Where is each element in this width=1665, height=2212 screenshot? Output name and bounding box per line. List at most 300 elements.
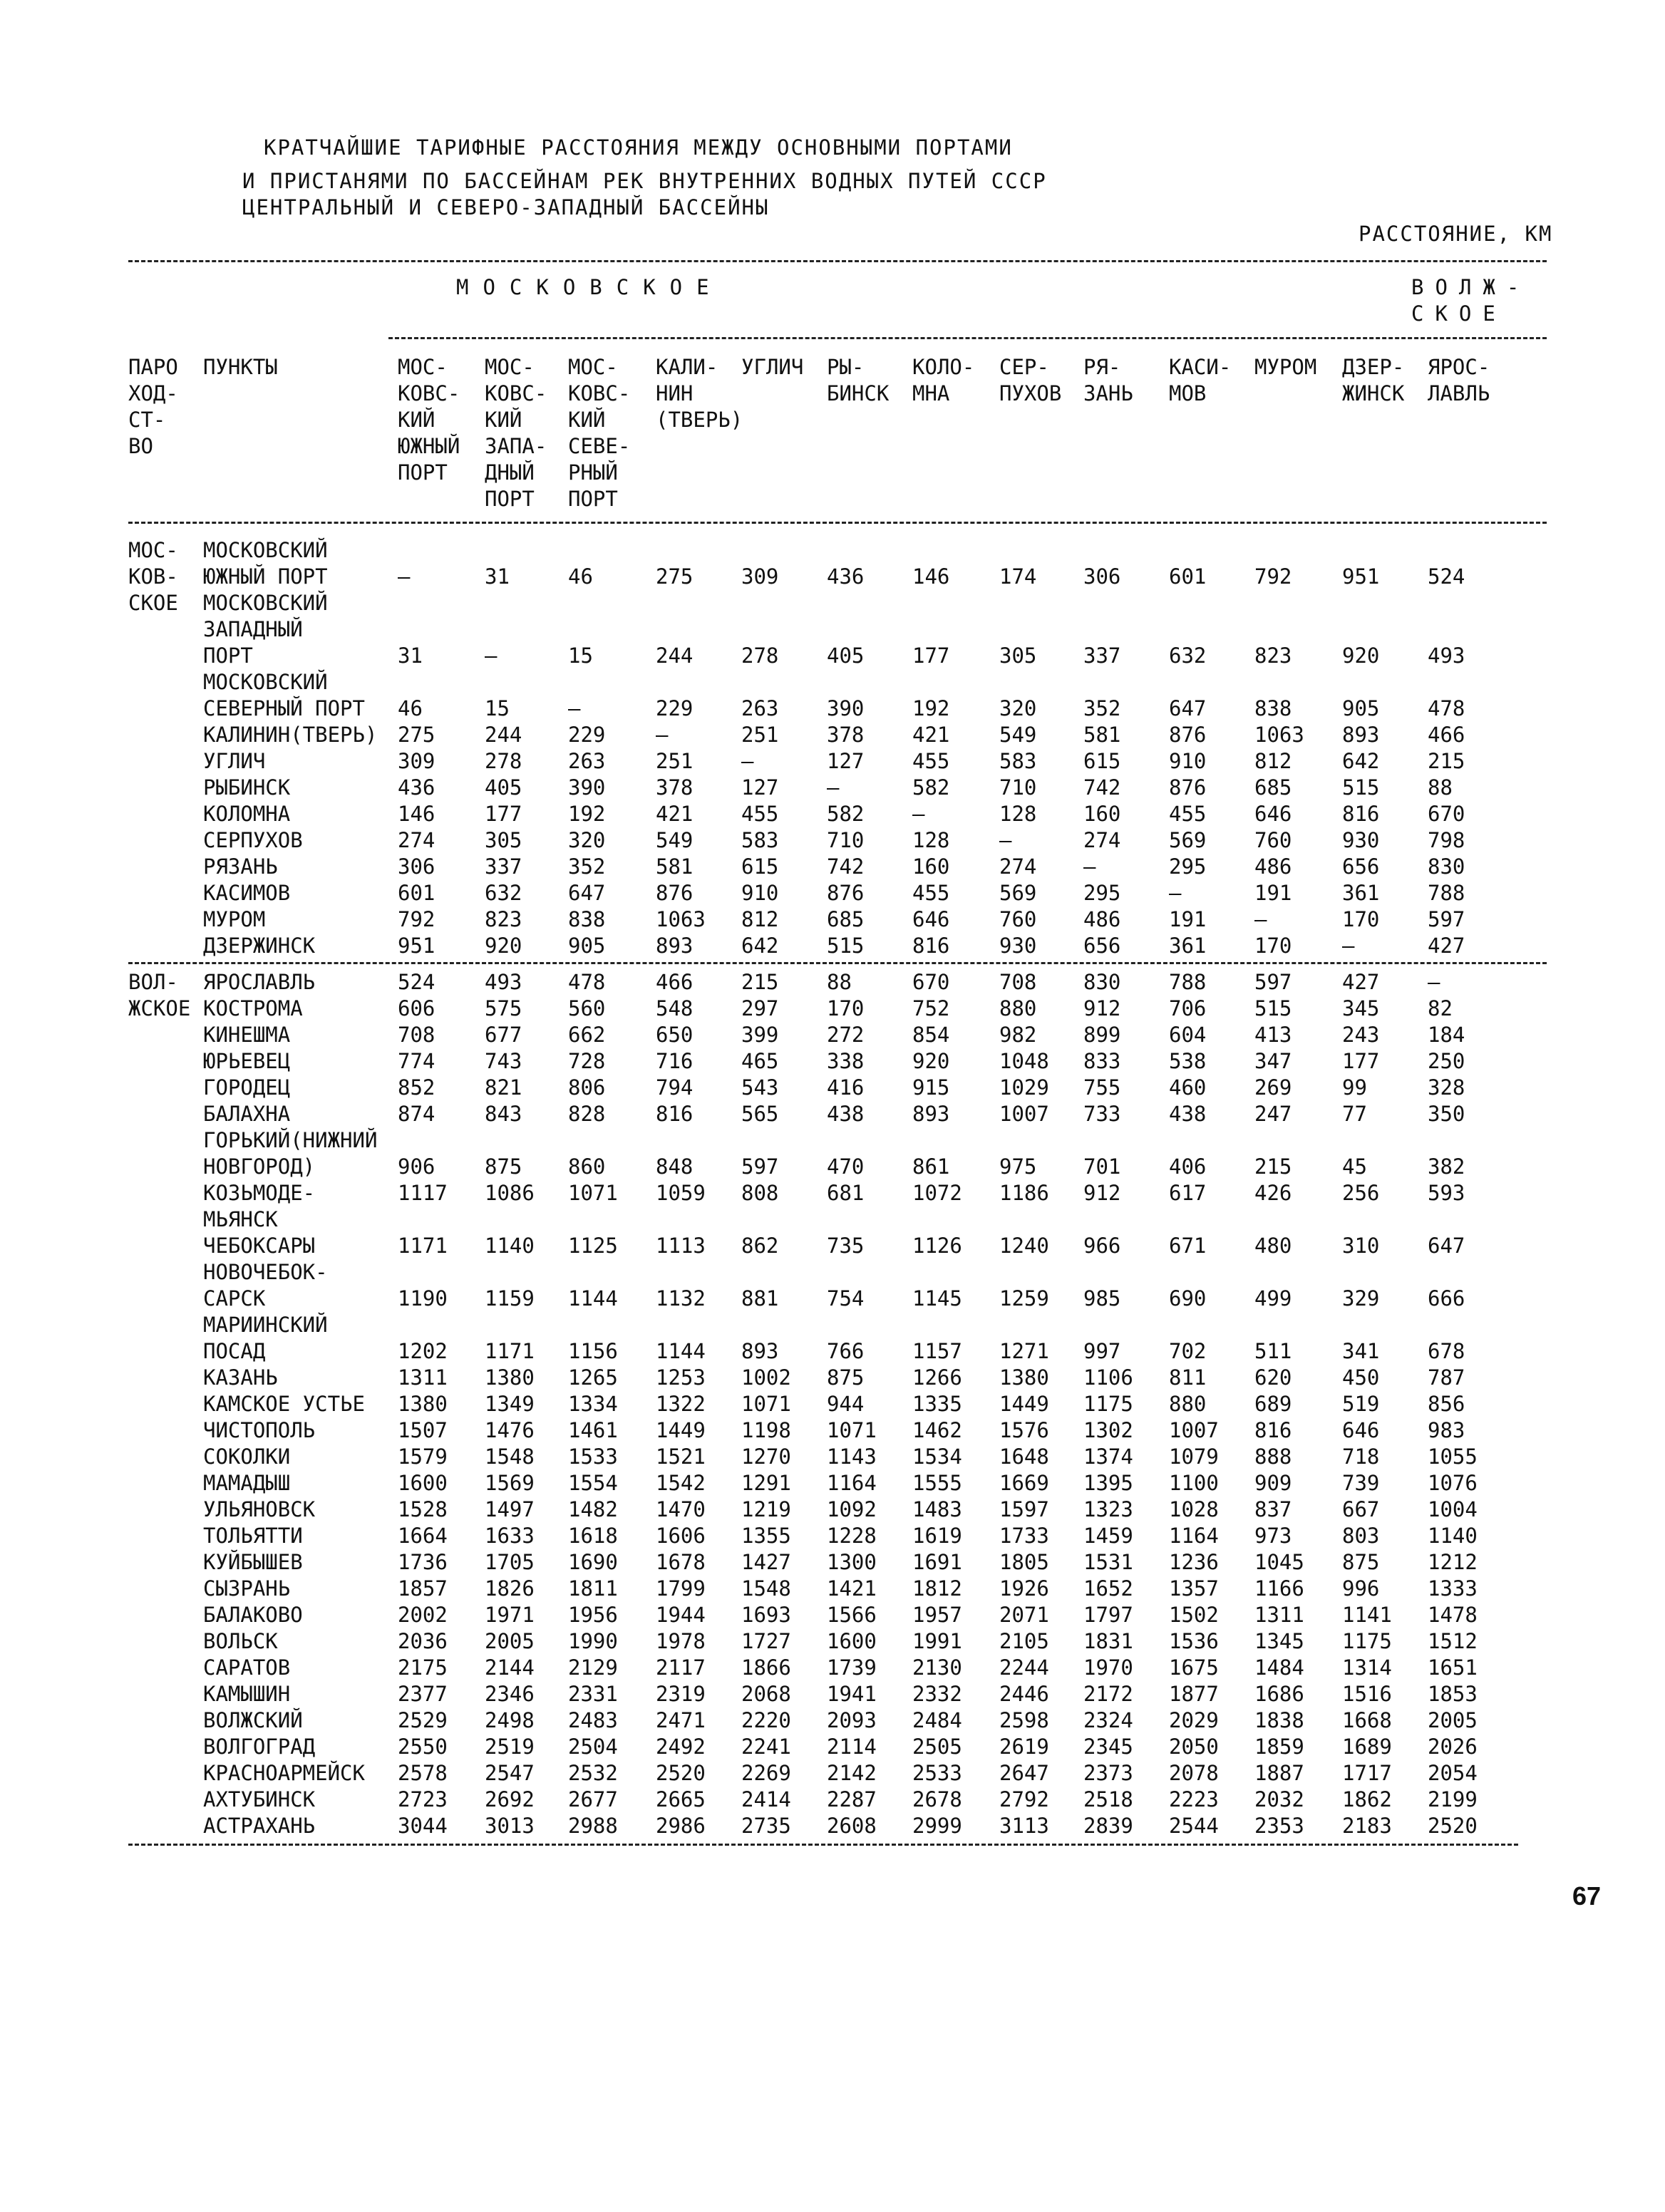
distance-cell: 1736 xyxy=(398,1550,448,1574)
distance-cell: 739 xyxy=(1342,1471,1380,1495)
distance-cell: 215 xyxy=(741,970,779,994)
distance-cell: 2029 xyxy=(1169,1708,1219,1732)
distance-cell: 689 xyxy=(1254,1392,1292,1416)
distance-cell: 320 xyxy=(999,696,1037,720)
distance-cell: 816 xyxy=(1342,802,1380,826)
distance-cell: 1555 xyxy=(912,1471,962,1495)
distance-cell: 670 xyxy=(912,970,950,994)
distance-cell: 361 xyxy=(1169,934,1207,958)
distance-cell: 244 xyxy=(485,723,522,747)
distance-cell: 860 xyxy=(568,1154,606,1179)
distance-cell: 274 xyxy=(999,854,1037,879)
distance-cell: 128 xyxy=(912,828,950,852)
distance-cell: 983 xyxy=(1428,1418,1465,1442)
distance-cell: 480 xyxy=(1254,1234,1292,1258)
distance-cell: 390 xyxy=(827,696,865,720)
distance-cell: 604 xyxy=(1169,1023,1207,1047)
distance-cell: 1291 xyxy=(741,1471,791,1495)
point-name: НОВОЧЕБОК- xyxy=(203,1260,328,1284)
distance-cell: 1606 xyxy=(656,1524,706,1548)
distance-cell: 1862 xyxy=(1342,1787,1392,1812)
distance-cell: 524 xyxy=(398,970,435,994)
distance-cell: 2471 xyxy=(656,1708,706,1732)
distance-cell: 1857 xyxy=(398,1576,448,1601)
distance-cell: 2692 xyxy=(485,1787,535,1812)
distance-cell: 310 xyxy=(1342,1234,1380,1258)
distance-cell: 1534 xyxy=(912,1444,962,1469)
distance-cell: 1113 xyxy=(656,1234,706,1258)
column-header: ЗАПА- xyxy=(485,434,547,458)
distance-cell: 2677 xyxy=(568,1787,618,1812)
distance-cell: 1554 xyxy=(568,1471,618,1495)
distance-cell: 305 xyxy=(999,644,1037,668)
distance-cell: 1652 xyxy=(1083,1576,1133,1601)
distance-cell: 1228 xyxy=(827,1524,877,1548)
distance-cell: 1132 xyxy=(656,1286,706,1311)
distance-cell: 1686 xyxy=(1254,1682,1304,1706)
distance-cell: 951 xyxy=(1342,564,1380,589)
distance-cell: 930 xyxy=(1342,828,1380,852)
distance-cell: 1071 xyxy=(741,1392,791,1416)
distance-cell: 1705 xyxy=(485,1550,535,1574)
parokhodstvo-header: СТ- xyxy=(128,408,166,432)
distance-cell: – xyxy=(1169,881,1182,905)
distance-cell: 263 xyxy=(741,696,779,720)
distance-cell: 2544 xyxy=(1169,1814,1219,1838)
point-name: БАЛАКОВО xyxy=(203,1603,303,1627)
distance-cell: 31 xyxy=(398,644,423,668)
column-header: РЯ- xyxy=(1083,355,1121,379)
distance-cell: 1100 xyxy=(1169,1471,1219,1495)
distance-cell: 881 xyxy=(741,1286,779,1311)
distance-cell: 229 xyxy=(568,723,606,747)
point-name: ВОЛГОГРАД xyxy=(203,1735,316,1759)
distance-cell: 1164 xyxy=(827,1471,877,1495)
column-header: МУРОМ xyxy=(1254,355,1317,379)
distance-cell: 1478 xyxy=(1428,1603,1478,1627)
distance-cell: 581 xyxy=(656,854,694,879)
distance-cell: 1300 xyxy=(827,1550,877,1574)
distance-cell: 127 xyxy=(741,775,779,800)
section-label: МОС- xyxy=(128,538,178,562)
distance-cell: 427 xyxy=(1428,934,1465,958)
distance-cell: 1311 xyxy=(1254,1603,1304,1627)
distance-cell: 569 xyxy=(1169,828,1207,852)
distance-cell: 2518 xyxy=(1083,1787,1133,1812)
distance-cell: 2678 xyxy=(912,1787,962,1812)
distance-cell: 2520 xyxy=(656,1761,706,1785)
distance-cell: 486 xyxy=(1254,854,1292,879)
distance-cell: 1619 xyxy=(912,1524,962,1548)
distance-cell: 743 xyxy=(485,1049,522,1073)
distance-cell: – xyxy=(485,644,498,668)
column-header: РНЫЙ xyxy=(568,460,618,485)
distance-cell: 1380 xyxy=(398,1392,448,1416)
distance-cell: 1144 xyxy=(568,1286,618,1311)
distance-cell: 597 xyxy=(1254,970,1292,994)
point-name: НОВГОРОД) xyxy=(203,1154,316,1179)
column-header: МОС- xyxy=(485,355,535,379)
distance-cell: 427 xyxy=(1342,970,1380,994)
rule-section xyxy=(128,962,1547,964)
distance-cell: 1323 xyxy=(1083,1497,1133,1521)
distance-cell: 1395 xyxy=(1083,1471,1133,1495)
distance-cell: 184 xyxy=(1428,1023,1465,1047)
distance-cell: 852 xyxy=(398,1075,435,1100)
distance-cell: 345 xyxy=(1342,996,1380,1020)
column-header: ПОРТ xyxy=(485,487,535,511)
distance-cell: 788 xyxy=(1428,881,1465,905)
distance-cell: 1449 xyxy=(999,1392,1049,1416)
distance-cell: 905 xyxy=(1342,696,1380,720)
distance-cell: 1374 xyxy=(1083,1444,1133,1469)
distance-cell: 581 xyxy=(1083,723,1121,747)
point-name: ЗАПАДНЫЙ xyxy=(203,617,303,641)
column-header: КИЙ xyxy=(485,408,522,432)
distance-cell: 888 xyxy=(1254,1444,1292,1469)
distance-cell: 1651 xyxy=(1428,1655,1478,1680)
distance-cell: 2114 xyxy=(827,1735,877,1759)
distance-cell: 1512 xyxy=(1428,1629,1478,1653)
distance-cell: 2598 xyxy=(999,1708,1049,1732)
distance-cell: 2071 xyxy=(999,1603,1049,1627)
distance-cell: 1236 xyxy=(1169,1550,1219,1574)
distance-cell: 1045 xyxy=(1254,1550,1304,1574)
distance-cell: 833 xyxy=(1083,1049,1121,1073)
distance-cell: 1717 xyxy=(1342,1761,1392,1785)
distance-cell: 1028 xyxy=(1169,1497,1219,1521)
distance-cell: 1548 xyxy=(485,1444,535,1469)
distance-cell: 760 xyxy=(999,907,1037,931)
distance-cell: 843 xyxy=(485,1102,522,1126)
distance-cell: 774 xyxy=(398,1049,435,1073)
column-header: КОВС- xyxy=(485,381,547,405)
distance-cell: 1092 xyxy=(827,1497,877,1521)
distance-cell: 1140 xyxy=(1428,1524,1478,1548)
distance-cell: 515 xyxy=(1254,996,1292,1020)
distance-cell: 912 xyxy=(1083,1181,1121,1205)
distance-cell: 1004 xyxy=(1428,1497,1478,1521)
point-name: КОЛОМНА xyxy=(203,802,291,826)
distance-cell: 1156 xyxy=(568,1339,618,1363)
distance-cell: 728 xyxy=(568,1049,606,1073)
distance-cell: 1380 xyxy=(485,1365,535,1390)
distance-cell: 678 xyxy=(1428,1339,1465,1363)
distance-cell: 735 xyxy=(827,1234,865,1258)
point-name: ПОСАД xyxy=(203,1339,266,1363)
distance-cell: 1171 xyxy=(485,1339,535,1363)
distance-cell: – xyxy=(999,828,1012,852)
distance-cell: 350 xyxy=(1428,1102,1465,1126)
distance-cell: 274 xyxy=(1083,828,1121,852)
distance-cell: 465 xyxy=(741,1049,779,1073)
distance-cell: 716 xyxy=(656,1049,694,1073)
distance-cell: 1421 xyxy=(827,1576,877,1601)
distance-cell: 2988 xyxy=(568,1814,618,1838)
distance-cell: 15 xyxy=(568,644,593,668)
column-header: МНА xyxy=(912,381,950,405)
distance-cell: – xyxy=(1428,970,1440,994)
point-name: МУРОМ xyxy=(203,907,266,931)
distance-cell: 996 xyxy=(1342,1576,1380,1601)
distance-cell: 2505 xyxy=(912,1735,962,1759)
distance-cell: 170 xyxy=(827,996,865,1020)
distance-cell: 413 xyxy=(1254,1023,1292,1047)
point-name: САРАТОВ xyxy=(203,1655,291,1680)
distance-cell: 243 xyxy=(1342,1023,1380,1047)
distance-cell: 582 xyxy=(827,802,865,826)
distance-cell: 177 xyxy=(1342,1049,1380,1073)
distance-cell: 1618 xyxy=(568,1524,618,1548)
distance-cell: 1569 xyxy=(485,1471,535,1495)
column-header: ЮЖНЫЙ xyxy=(398,434,460,458)
distance-cell: 1059 xyxy=(656,1181,706,1205)
distance-cell: 466 xyxy=(1428,723,1465,747)
distance-cell: 1240 xyxy=(999,1234,1049,1258)
point-name: СЕВЕРНЫЙ ПОРТ xyxy=(203,696,365,720)
distance-cell: 1600 xyxy=(827,1629,877,1653)
distance-cell: 906 xyxy=(398,1154,435,1179)
distance-cell: 2353 xyxy=(1254,1814,1304,1838)
distance-cell: 2175 xyxy=(398,1655,448,1680)
distance-cell: 45 xyxy=(1342,1154,1367,1179)
distance-cell: 1866 xyxy=(741,1655,791,1680)
distance-cell: 1990 xyxy=(568,1629,618,1653)
distance-cell: 46 xyxy=(568,564,593,589)
distance-cell: 2608 xyxy=(827,1814,877,1838)
distance-cell: 1739 xyxy=(827,1655,877,1680)
distance-cell: 341 xyxy=(1342,1339,1380,1363)
distance-cell: 1957 xyxy=(912,1603,962,1627)
distance-cell: 1528 xyxy=(398,1497,448,1521)
distance-cell: 2839 xyxy=(1083,1814,1133,1838)
distance-cell: 1157 xyxy=(912,1339,962,1363)
distance-cell: 416 xyxy=(827,1075,865,1100)
distance-cell: 337 xyxy=(485,854,522,879)
distance-cell: – xyxy=(1083,854,1096,879)
column-header: УГЛИЧ xyxy=(741,355,804,379)
distance-cell: 920 xyxy=(912,1049,950,1073)
point-name: КОЗЬМОДЕ- xyxy=(203,1181,316,1205)
distance-cell: 309 xyxy=(741,564,779,589)
distance-cell: 1171 xyxy=(398,1234,448,1258)
distance-cell: 2269 xyxy=(741,1761,791,1785)
distance-cell: 478 xyxy=(568,970,606,994)
distance-cell: 46 xyxy=(398,696,423,720)
distance-cell: 1007 xyxy=(999,1102,1049,1126)
distance-cell: 82 xyxy=(1428,996,1453,1020)
distance-cell: 1186 xyxy=(999,1181,1049,1205)
point-name: ГОРОДЕЦ xyxy=(203,1075,291,1100)
distance-cell: 1502 xyxy=(1169,1603,1219,1627)
distance-cell: 1449 xyxy=(656,1418,706,1442)
distance-cell: 862 xyxy=(741,1234,779,1258)
distance-cell: 2199 xyxy=(1428,1787,1478,1812)
distance-cell: 1482 xyxy=(568,1497,618,1521)
distance-cell: 405 xyxy=(827,644,865,668)
distance-cell: 650 xyxy=(656,1023,694,1047)
distance-cell: – xyxy=(1342,934,1355,958)
column-header: ЛАВЛЬ xyxy=(1428,381,1490,405)
distance-cell: 88 xyxy=(827,970,852,994)
distance-cell: – xyxy=(1254,907,1267,931)
distance-cell: – xyxy=(568,696,581,720)
distance-cell: 806 xyxy=(568,1075,606,1100)
distance-cell: 1678 xyxy=(656,1550,706,1574)
distance-cell: 2986 xyxy=(656,1814,706,1838)
distance-cell: 2144 xyxy=(485,1655,535,1680)
distance-cell: 1271 xyxy=(999,1339,1049,1363)
distance-cell: 1887 xyxy=(1254,1761,1304,1785)
distance-cell: 876 xyxy=(1169,775,1207,800)
distance-cell: 910 xyxy=(741,881,779,905)
distance-cell: 1576 xyxy=(999,1418,1049,1442)
point-name: УЛЬЯНОВСК xyxy=(203,1497,316,1521)
distance-cell: 1693 xyxy=(741,1603,791,1627)
point-name: КАМСКОЕ УСТЬЕ xyxy=(203,1392,365,1416)
distance-cell: 837 xyxy=(1254,1497,1292,1521)
distance-cell: 215 xyxy=(1254,1154,1292,1179)
distance-cell: 1079 xyxy=(1169,1444,1219,1469)
distance-cell: 754 xyxy=(827,1286,865,1311)
distance-cell: 426 xyxy=(1254,1181,1292,1205)
distance-cell: 830 xyxy=(1083,970,1121,994)
distance-cell: 760 xyxy=(1254,828,1292,852)
point-name: ЮЖНЫЙ ПОРТ xyxy=(203,564,328,589)
rule-top xyxy=(128,260,1547,262)
distance-cell: 1548 xyxy=(741,1576,791,1601)
distance-cell: 1126 xyxy=(912,1234,962,1258)
point-name: КАСИМОВ xyxy=(203,881,291,905)
distance-cell: 670 xyxy=(1428,802,1465,826)
distance-cell: 1063 xyxy=(656,907,706,931)
distance-cell: 1357 xyxy=(1169,1576,1219,1601)
distance-cell: 1971 xyxy=(485,1603,535,1627)
distance-cell: 1086 xyxy=(485,1181,535,1205)
distance-cell: 99 xyxy=(1342,1075,1367,1100)
group-header-moskovskoe: МОСКОВСКОЕ xyxy=(456,275,723,299)
distance-cell: – xyxy=(656,723,669,747)
distance-cell: 2414 xyxy=(741,1787,791,1812)
distance-cell: 192 xyxy=(568,802,606,826)
distance-cell: 160 xyxy=(1083,802,1121,826)
distance-cell: 1664 xyxy=(398,1524,448,1548)
rule-header xyxy=(388,337,1547,339)
distance-cell: 1145 xyxy=(912,1286,962,1311)
point-name: ТОЛЬЯТТИ xyxy=(203,1524,303,1548)
distance-cell: 2220 xyxy=(741,1708,791,1732)
distance-cell: 436 xyxy=(827,564,865,589)
title-line-2: И ПРИСТАНЯМИ ПО БАССЕЙНАМ РЕК ВНУТРЕННИХ ВОДНЫХ ПУТЕЙ СССР xyxy=(242,169,1047,193)
distance-cell: 1270 xyxy=(741,1444,791,1469)
distance-cell: 1668 xyxy=(1342,1708,1392,1732)
distance-cell: 2324 xyxy=(1083,1708,1133,1732)
distance-cell: 681 xyxy=(827,1181,865,1205)
distance-cell: 1689 xyxy=(1342,1735,1392,1759)
distance-cell: 1970 xyxy=(1083,1655,1133,1680)
distance-cell: 382 xyxy=(1428,1154,1465,1179)
distance-cell: 2533 xyxy=(912,1761,962,1785)
distance-cell: 909 xyxy=(1254,1471,1292,1495)
distance-cell: 666 xyxy=(1428,1286,1465,1311)
distance-cell: 2332 xyxy=(912,1682,962,1706)
distance-cell: 975 xyxy=(999,1154,1037,1179)
distance-cell: 642 xyxy=(741,934,779,958)
distance-cell: 174 xyxy=(999,564,1037,589)
distance-cell: 2117 xyxy=(656,1655,706,1680)
distance-cell: 1333 xyxy=(1428,1576,1478,1601)
distance-cell: 690 xyxy=(1169,1286,1207,1311)
column-header: ЗАНЬ xyxy=(1083,381,1133,405)
distance-cell: 910 xyxy=(1169,749,1207,773)
distance-cell: 752 xyxy=(912,996,950,1020)
distance-cell: 880 xyxy=(999,996,1037,1020)
distance-cell: 875 xyxy=(1342,1550,1380,1574)
point-name: СОКОЛКИ xyxy=(203,1444,291,1469)
distance-cell: 2999 xyxy=(912,1814,962,1838)
distance-cell: 656 xyxy=(1342,854,1380,879)
distance-cell: 742 xyxy=(827,854,865,879)
distance-cell: 2002 xyxy=(398,1603,448,1627)
distance-cell: 405 xyxy=(485,775,522,800)
distance-cell: 1812 xyxy=(912,1576,962,1601)
distance-cell: – xyxy=(912,802,925,826)
distance-cell: 702 xyxy=(1169,1339,1207,1363)
distance-cell: 3044 xyxy=(398,1814,448,1838)
distance-cell: 272 xyxy=(827,1023,865,1047)
distance-cell: 2130 xyxy=(912,1655,962,1680)
distance-cell: 708 xyxy=(398,1023,435,1047)
point-name: ПОРТ xyxy=(203,644,253,668)
column-header: НИН xyxy=(656,381,694,405)
column-header: СЕВЕ- xyxy=(568,434,631,458)
distance-cell: 2519 xyxy=(485,1735,535,1759)
point-name: РЯЗАНЬ xyxy=(203,854,278,879)
distance-cell: 2036 xyxy=(398,1629,448,1653)
distance-cell: 305 xyxy=(485,828,522,852)
column-header: КАСИ- xyxy=(1169,355,1232,379)
distance-cell: 337 xyxy=(1083,644,1121,668)
distance-cell: 2331 xyxy=(568,1682,618,1706)
column-header: ПОРТ xyxy=(398,460,448,485)
distance-cell: 1926 xyxy=(999,1576,1049,1601)
distance-cell: 646 xyxy=(1342,1418,1380,1442)
distance-cell: 306 xyxy=(1083,564,1121,589)
distance-cell: 803 xyxy=(1342,1524,1380,1548)
distance-cell: 615 xyxy=(741,854,779,879)
distance-cell: 880 xyxy=(1169,1392,1207,1416)
distance-cell: 2550 xyxy=(398,1735,448,1759)
distance-cell: 2026 xyxy=(1428,1735,1478,1759)
distance-cell: 2647 xyxy=(999,1761,1049,1785)
parokhodstvo-header: ПАРО xyxy=(128,355,178,379)
distance-cell: 811 xyxy=(1169,1365,1207,1390)
distance-cell: 647 xyxy=(1169,696,1207,720)
distance-cell: 1140 xyxy=(485,1234,535,1258)
distance-cell: 1600 xyxy=(398,1471,448,1495)
distance-cell: 685 xyxy=(827,907,865,931)
distance-cell: 88 xyxy=(1428,775,1453,800)
distance-cell: 1314 xyxy=(1342,1655,1392,1680)
distance-cell: 1143 xyxy=(827,1444,877,1469)
distance-cell: 352 xyxy=(1083,696,1121,720)
point-name: МАМАДЫШ xyxy=(203,1471,291,1495)
distance-cell: 1633 xyxy=(485,1524,535,1548)
distance-cell: 170 xyxy=(1342,907,1380,931)
distance-cell: 966 xyxy=(1083,1234,1121,1258)
distance-cell: 1669 xyxy=(999,1471,1049,1495)
distance-cell: 593 xyxy=(1428,1181,1465,1205)
